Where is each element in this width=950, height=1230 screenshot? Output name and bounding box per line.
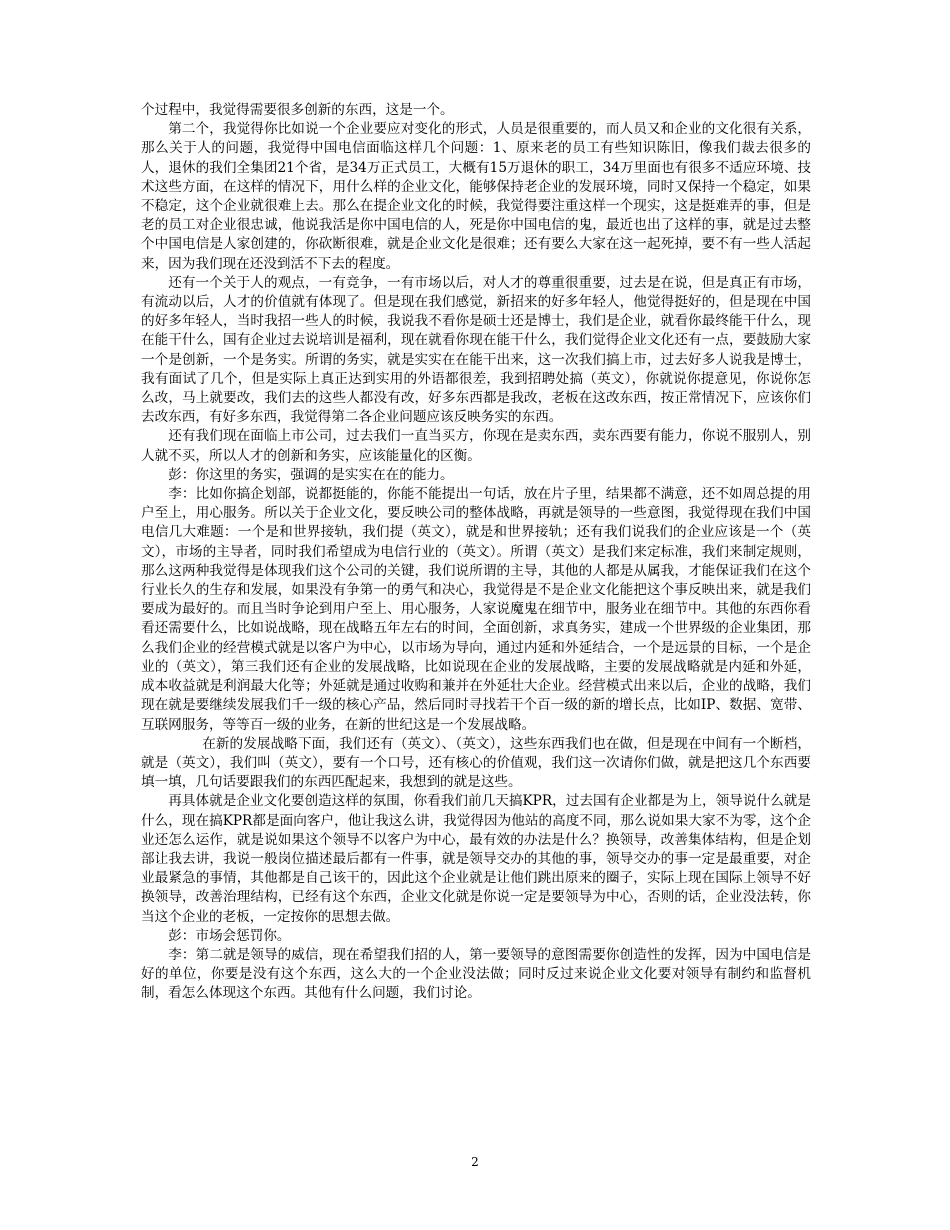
paragraph-listed-company: 还有我们现在面临上市公司，过去我们一直当买方，你现在是卖东西，卖东西要有能力，你说不服别人，别人就不买，所以人才的创新和务实，应该能量化的区衡。: [141, 428, 811, 464]
document-body: [141, 101, 811, 1004]
paragraph-li-leadership: 李：第二就是领导的威信，现在希望我们招的人，第一要领导的意图需要你创造性的发挥，因为中国电信是好的单位，你要是没有这个东西，这么大的一个企业没法做；同时反过来说企业文化要对领导有制约和监督机制，看怎么体现这个东西。其他有什么问题，我们讨论。: [141, 946, 811, 1002]
paragraph-li-strategy: 李：比如你搞企划部，说都挺能的，你能不能提出一句话，放在片子里，结果都不满意，还不如周总提的用户至上，用心服务。所以关于企业文化，要反映公司的整体战略，再就是领导的一些意图，我觉得现在我们中国电信几大难题：一个是和世界接轨，我们提（英文），就是和世界接轨；还有我们说我们的企业应该是一个（英文），市场的主导者，同时我们希望成为电信行业的（英文）。所谓（英文）是我们来定标准，我们来制定规则，那么这两种我觉得是体现我们这个公司的关键，我们说所谓的主导，其他的人都是从属我，才能保证我们在这个行业长久的生存和发展，如果没有争第一的勇气和决心，我觉得是不是企业文化能把这个事反映出来，就是我们要成为最好的。而且当时争论到用户至上、用心服务，人家说魔鬼在细节中，服务业在细节中。其他的东西你看看还需要什么，比如说战略，现在战略五年左右的时间，全面创新，求真务实，建成一个世界级的企业集团，那么我们企业的经营模式就是以客户为中心，以市场为导向，通过内延和外延结合，一个是远景的目标，一个是企业的（英文），第三我们还有企业的发展战略，比如说现在企业的发展战略，主要的发展战略就是内延和外延，成本收益就是利润最大化等；外延就是通过收购和兼并在外延壮大企业。经营模式出来以后，企业的战略，我们现在就是要继续发展我们千一级的核心产品，然后同时寻找若干个百一级的新的增长点，比如IP、数据、宽带、互联网服务，等等百一级的业务，在新的世纪这是一个发展战略。: [141, 486, 811, 733]
paragraph-talent-view: 还有一个关于人的观点，一有竞争，一有市场以后，对人才的尊重很重要，过去是在说，但是真正有市场，有流动以后，人才的价值就有体现了。但是现在我们感觉，新招来的好多年轻人，他觉得挺好的，但是现在中国的好多年轻人，当时我招一些人的时候，我说我不看你是硕士还是博士，我们是企业，就看你最终能干什么，现在能干什么，国有企业过去说培训是福利，现在就看你现在能干什么，我们觉得企业文化还有一点，要鼓励大家一个是创新，一个是务实。所谓的务实，就是实实在在能干出来，这一次我们搞上市，过去好多人说我是博士，我有面试了几个，但是实际上真正达到实用的外语都很差，我到招聘处搞（英文），你就说你提意见，你说你怎么改，马上就要改，我们去的这些人都没有改，好多东西都是我改，老板在这改东西，按正常情况下，应该你们去改东西，有好多东西，我觉得第二各企业问题应该反映务实的东西。: [141, 274, 811, 426]
paragraph-staff-issues: 第二个，我觉得你比如说一个企业要应对变化的形式，人员是很重要的，而人员又和企业的文化很有关系，那么关于人的问题，我觉得中国电信面临这样几个问题：1、原来老的员工有些知识陈旧，像我们裁去很多的人，退休的我们全集团21个省，是34万正式员工，大概有15万退休的职工，34万里面也有很多不适应环境、技术这些方面，在这样的情况下，用什么样的企业文化，能够保持老企业的发展环境，同时又保持一个稳定，如果不稳定，这个企业就很难上去。那么在提企业文化的时候，我觉得要注重这样一个现实，这是挺难弄的事，但是老的员工对企业很忠诚，他说我活是你中国电信的人，死是你中国电信的鬼，最近也出了这样的事，就是过去整个中国电信是人家创建的，你砍断很难，就是企业文化是很难；还有要么大家在这一起死掉，要不有一些人活起来，因为我们现在还没到活不下去的程度。: [141, 121, 811, 272]
paragraph-development-strategy: 在新的发展战略下面，我们还有（英文）、（英文），这些东西我们也在做，但是现在中间有一个断档，就是（英文），我们叫（英文），要有一个口号，还有核心的价值观，我们这一次请你们做，就是把这几个东西要填一填，几句话要跟我们的东西匹配起来，我想到的就是这些。: [141, 735, 811, 791]
paragraph-peng-pragmatism: 彭：你这里的务实，强调的是实实在在的能力。: [168, 466, 454, 483]
page-number: 2: [471, 1155, 479, 1169]
paragraph-kpr-atmosphere: 再具体就是企业文化要创造这样的氛围，你看我们前几天搞KPR，过去国有企业都是为上，领导说什么就是什么，现在搞KPR都是面向客户，他让我这么讲，我觉得因为他站的高度不同，那么说如果大家不为零，这个企业还怎么运作，就是说如果这个领导不以客户为中心，最有效的办法是什么？换领导，改善集体结构，但是企划部让我去讲，我说一般岗位描述最后都有一件事，就是领导交办的其他的事，领导交办的事一定是最重要，对企业最紧急的事情，其他都是自己该干的，因此这个企业就是让他们跳出原来的圈子，实际上现在国际上领导不好换领导，改善治理结构，已经有这个东西，企业文化就是你说一定是要领导为中心，否则的话，企业没法转，你当这个企业的老板，一定按你的思想去做。: [141, 793, 811, 925]
paragraph-continuation: 个过程中，我觉得需要很多创新的东西，这是一个。: [141, 102, 454, 118]
paragraph-peng-market: 彭：市场会惩罚你。: [168, 927, 291, 944]
